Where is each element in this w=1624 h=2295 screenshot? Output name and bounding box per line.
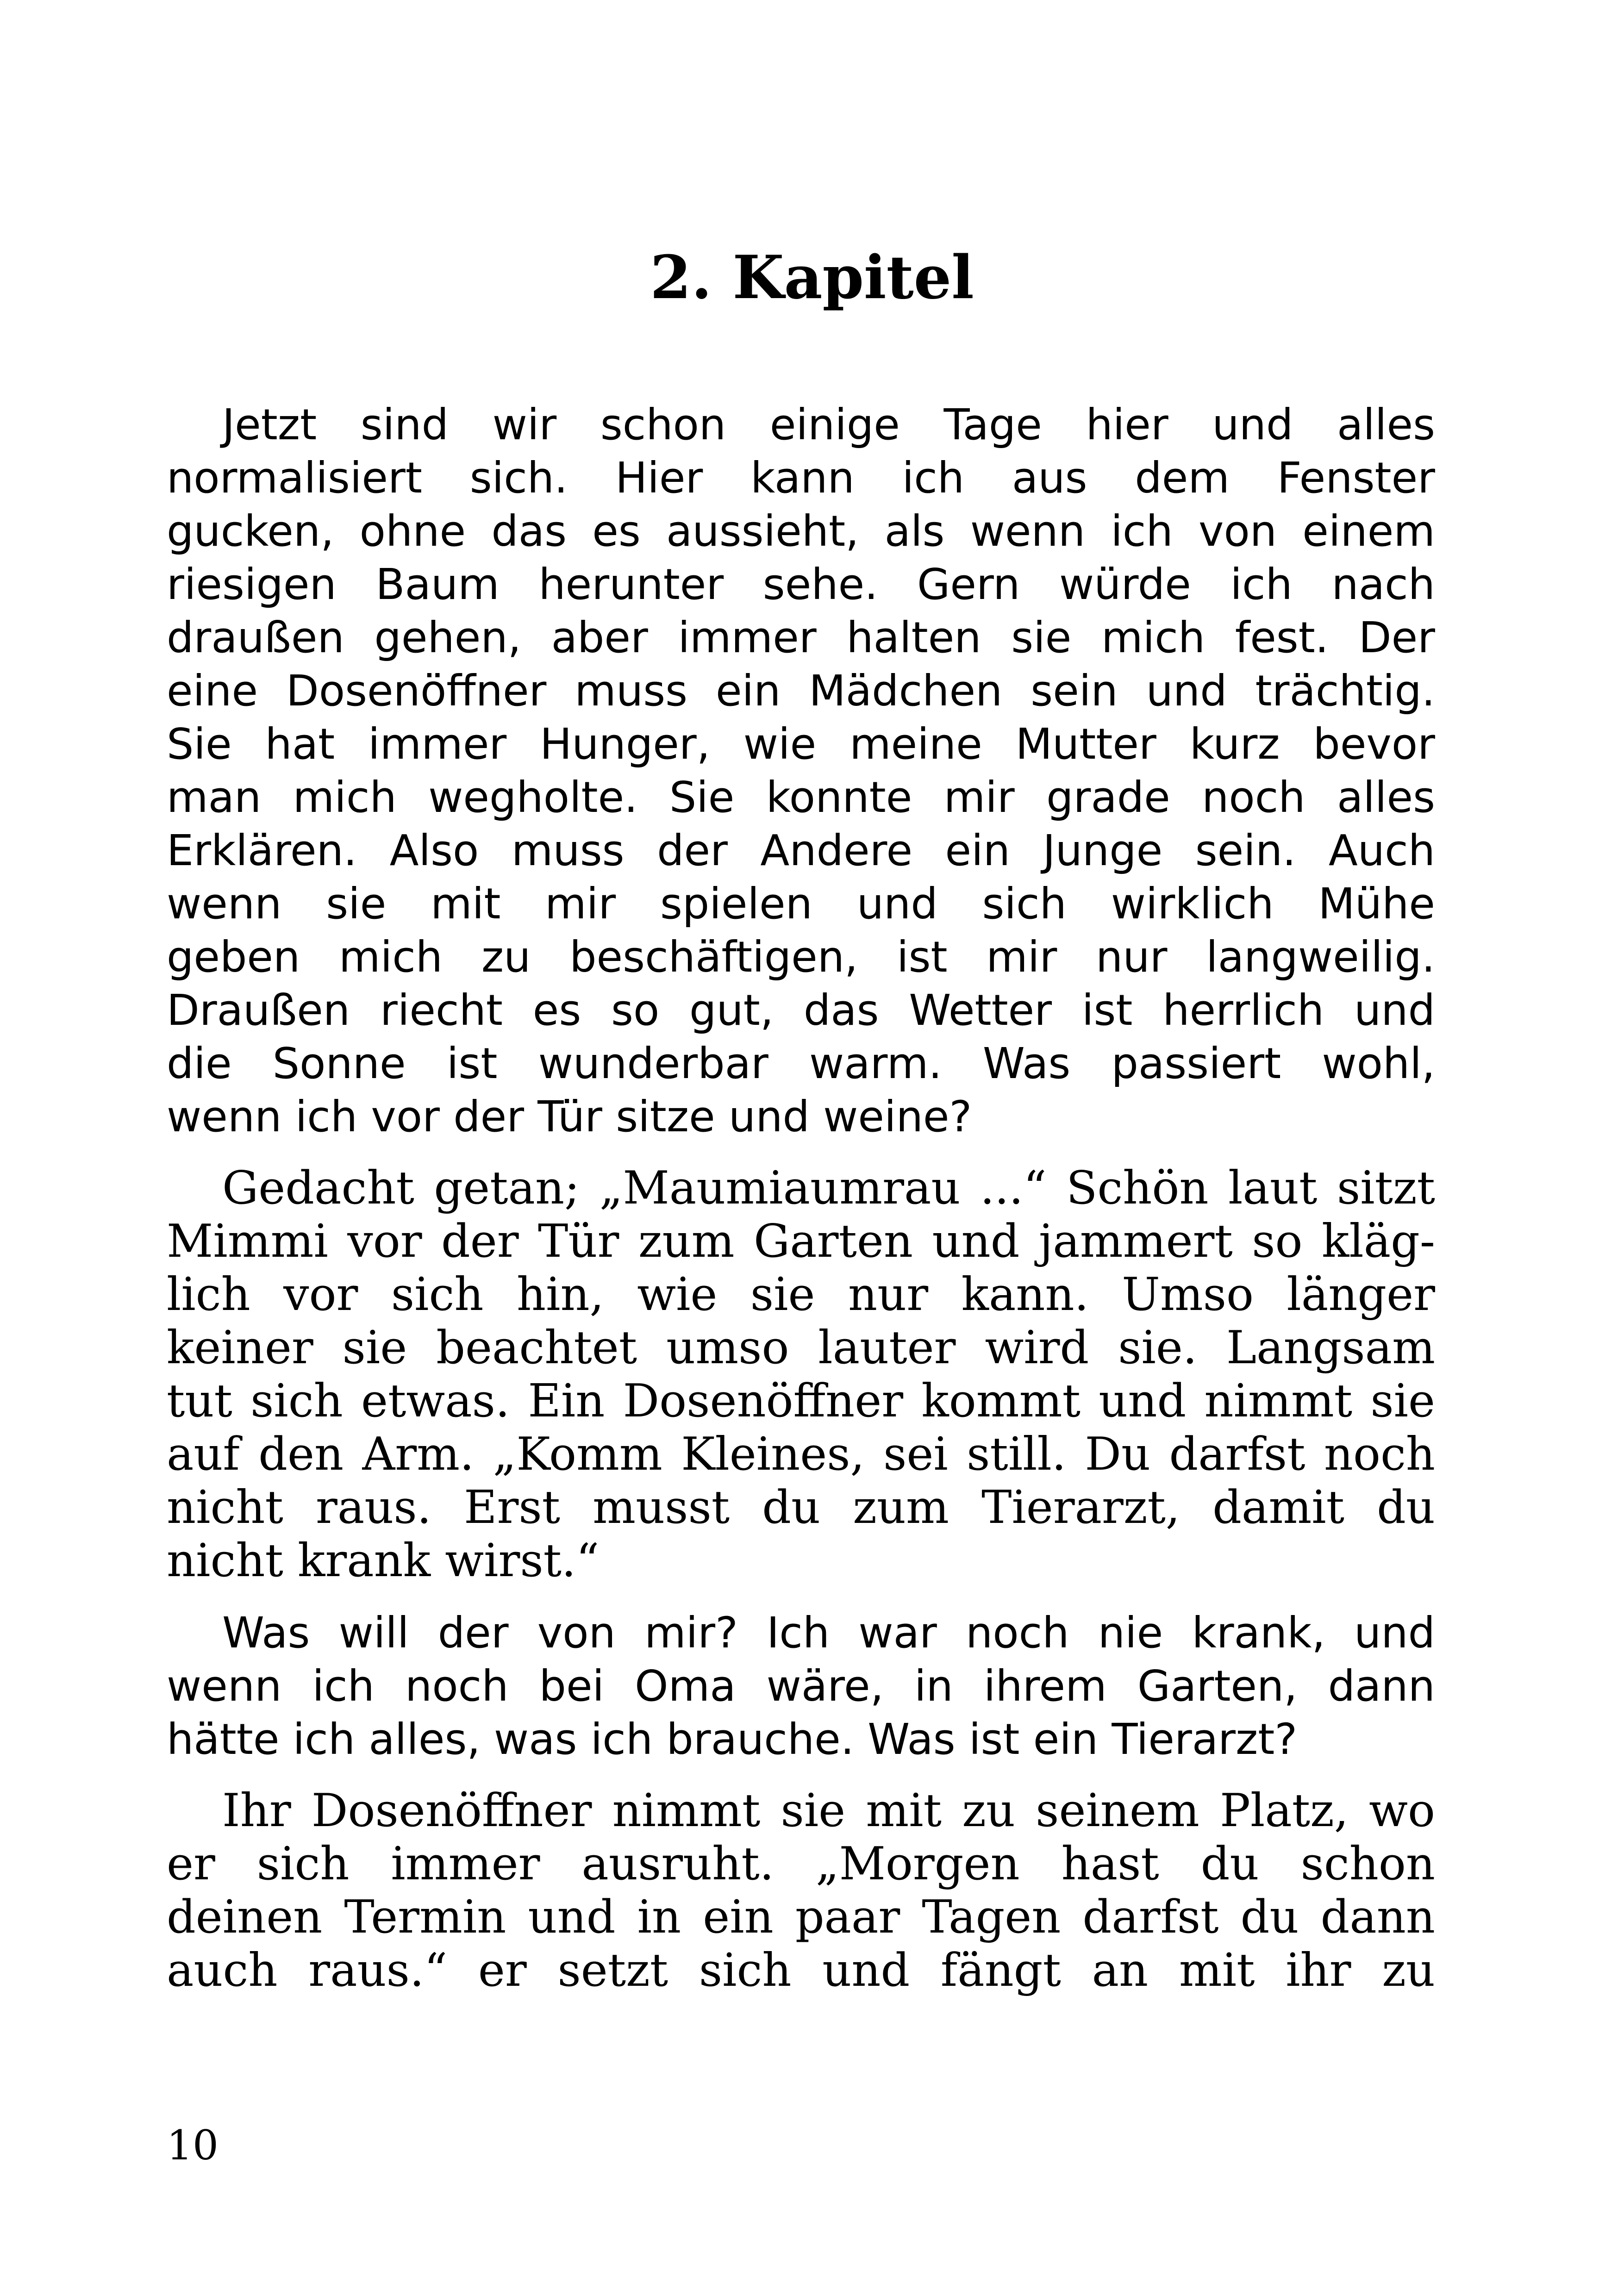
paragraph-2 [167, 1162, 1435, 1588]
paragraph-3 [167, 1606, 1435, 1766]
page-number: 10 [167, 2121, 219, 2169]
text-line: keiner sie beachtet umso lauter wird sie. Langsam [167, 1322, 1435, 1374]
text-line: Jetzt sind wir schon einige Tage hier und alles [222, 400, 1435, 449]
text-line: man mich wegholte. Sie konnte mir grade noch alles [167, 773, 1435, 822]
text-line: eine Dosenöffner muss ein Mädchen sein und trächtig. [167, 666, 1435, 716]
text-line: gucken, ohne das es aussieht, als wenn ich von einem [167, 506, 1435, 556]
text-line: wenn ich noch bei Oma wäre, in ihrem Garten, dann [167, 1661, 1435, 1711]
text-line: Draußen riecht es so gut, das Wetter ist herrlich und [167, 985, 1435, 1035]
text-line: Erklären. Also muss der Andere ein Junge sein. Auch [167, 826, 1435, 875]
paragraph-4 [167, 1784, 1435, 1997]
chapter-title: 2. Kapitel [650, 243, 974, 312]
text-line: Gedacht getan; „Maumiaumrau ...“ Schön laut sitzt [222, 1162, 1435, 1215]
chapter-body [167, 398, 1435, 2016]
text-line: wenn sie mit mir spielen und sich wirklich Mühe [167, 879, 1435, 929]
paragraph-1 [167, 398, 1435, 1143]
text-line: tut sich etwas. Ein Dosenöffner kommt und nimmt sie [167, 1375, 1435, 1428]
text-line: auch raus.“ er setzt sich und fängt an mit ihr zu [167, 1944, 1435, 1997]
text-line: geben mich zu beschäftigen, ist mir nur langweilig. [167, 932, 1435, 982]
text-line: hätte ich alles, was ich brauche. Was ist ein Tierarzt? [167, 1715, 1298, 1764]
text-line: deinen Termin und in ein paar Tagen darfst du dann [167, 1891, 1435, 1944]
text-line: auf den Arm. „Komm Kleines, sei still. Du darfst noch [167, 1428, 1435, 1481]
text-line: wenn ich vor der Tür sitze und weine? [167, 1092, 972, 1141]
text-line: Ihr Dosenöffner nimmt sie mit zu seinem Platz, wo [222, 1784, 1435, 1837]
text-line: nicht krank wirst.“ [167, 1534, 600, 1587]
text-line: normalisiert sich. Hier kann ich aus dem Fenster [167, 453, 1435, 503]
text-line: nicht raus. Erst musst du zum Tierarzt, damit du [167, 1481, 1435, 1534]
text-line: riesigen Baum herunter sehe. Gern würde ich nach [167, 560, 1435, 609]
text-line: Was will der von mir? Ich war noch nie krank, und [222, 1608, 1435, 1658]
text-line: lich vor sich hin, wie sie nur kann. Umso länger [167, 1268, 1435, 1321]
text-line: er sich immer ausruht. „Morgen hast du schon [167, 1838, 1435, 1890]
text-line: Sie hat immer Hunger, wie meine Mutter kurz bevor [167, 719, 1435, 769]
text-line: die Sonne ist wunderbar warm. Was passiert wohl, [167, 1039, 1435, 1088]
text-line: Mimmi vor der Tür zum Garten und jammert so kläg- [167, 1215, 1435, 1268]
text-line: draußen gehen, aber immer halten sie mich fest. Der [167, 613, 1435, 662]
